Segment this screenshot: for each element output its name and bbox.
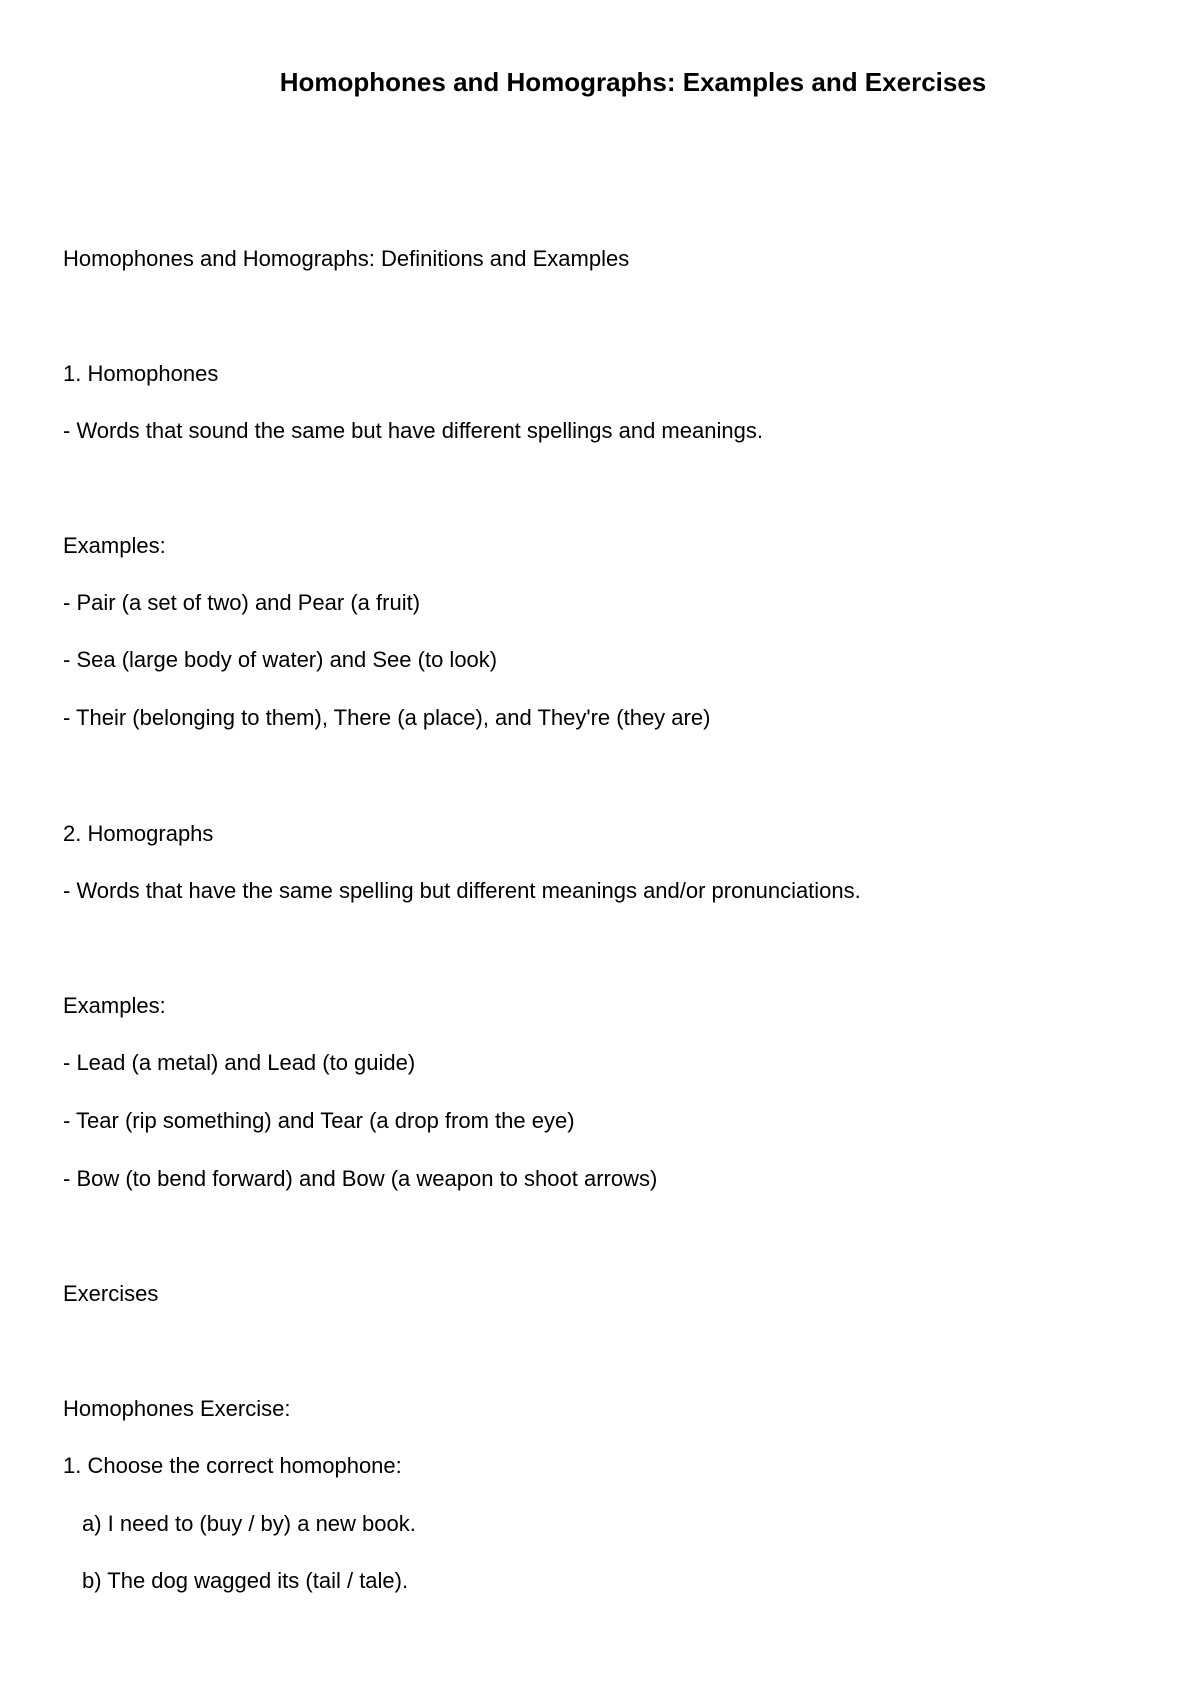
- exercise-item: a) I need to (buy / by) a new book.: [82, 1511, 416, 1536]
- exercise-item: b) The dog wagged its (tail / tale).: [82, 1568, 409, 1593]
- homographs-example-item: - Bow (to bend forward) and Bow (a weapon to shoot arrows): [63, 1166, 658, 1191]
- homographs-example-item: - Lead (a metal) and Lead (to guide): [63, 1050, 416, 1075]
- homographs-examples-label: Examples:: [63, 993, 166, 1018]
- homographs-example-item: - Tear (rip something) and Tear (a drop from the eye): [63, 1108, 575, 1133]
- homophones-exercise-label: Homophones Exercise:: [63, 1396, 291, 1421]
- homophones-example-item: - Their (belonging to them), There (a place), and They're (they are): [63, 705, 711, 730]
- section-heading: Homophones and Homographs: Definitions and Examples: [63, 246, 630, 271]
- homophones-example-item: - Sea (large body of water) and See (to look): [63, 647, 498, 672]
- document-title: Homophones and Homographs: Examples and Exercises: [279, 67, 987, 97]
- exercises-heading: Exercises: [63, 1281, 159, 1306]
- homophones-example-item: - Pair (a set of two) and Pear (a fruit): [63, 590, 421, 615]
- homophones-definition: - Words that sound the same but have different spellings and meanings.: [63, 418, 763, 443]
- exercise-instruction: 1. Choose the correct homophone:: [63, 1453, 402, 1478]
- homophones-heading: 1. Homophones: [63, 361, 219, 386]
- homographs-heading: 2. Homographs: [63, 821, 214, 846]
- homographs-definition: - Words that have the same spelling but different meanings and/or pronunciations.: [63, 878, 861, 903]
- homophones-examples-label: Examples:: [63, 533, 166, 558]
